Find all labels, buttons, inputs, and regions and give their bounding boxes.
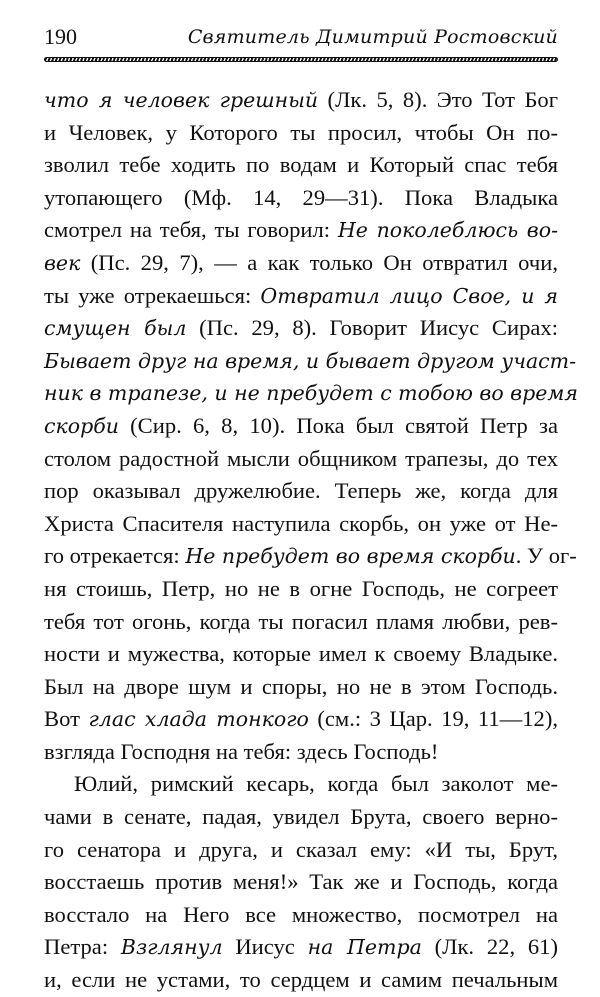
text-segment: ности и мужества, которые имел к своему Владыке. [44, 641, 558, 667]
text-segment: го отрекается: [44, 543, 186, 569]
italic-quote: глас хлада тонкого [88, 707, 309, 732]
text-line [44, 736, 558, 769]
italic-quote: век [44, 250, 81, 275]
text-line [44, 280, 558, 313]
text-segment: ты уже отрекаешься: [44, 282, 261, 308]
text-segment: Иисус [222, 934, 308, 960]
text-line [44, 443, 558, 476]
text-line [44, 214, 558, 247]
text-segment: . У ог- [515, 543, 577, 569]
text-line [44, 866, 558, 899]
text-line [44, 703, 558, 736]
text-segment: столом радостной мысли общником трапезы, до тех [44, 445, 558, 471]
text-line [44, 247, 558, 280]
text-line [44, 964, 558, 997]
text-segment: зволил тебе ходить по водам и Который спас тебя [44, 152, 558, 178]
italic-quote: что я человек грешный [44, 88, 319, 112]
italic-quote: Не поколеблюсь во- [337, 218, 559, 243]
text-segment: утопающего (Мф. 14, 29—31). Пока Владыка [44, 184, 558, 210]
page-header [44, 24, 558, 50]
text-line [44, 899, 558, 932]
text-line [44, 84, 558, 117]
text-segment: Петра: [44, 934, 121, 960]
text-segment: Вот [44, 706, 89, 732]
decorative-rope-rule [44, 57, 558, 62]
italic-quote: Взглянул [120, 935, 223, 960]
text-segment: восстало на Него все множество, посмотрел на [44, 901, 558, 927]
running-title: Святитель Димитрий Ростовский [187, 26, 558, 48]
text-segment: ня стоишь, Петр, но не в огне Господь, не согреет [44, 575, 558, 601]
text-line [44, 540, 577, 573]
text-line [44, 508, 558, 541]
text-line [44, 410, 558, 443]
text-segment: (Лк. 5, 8). Это Тот Бог [318, 87, 558, 112]
italic-quote: ник в трапезе, и не пребудет с тобою во время [44, 381, 578, 406]
page-number: 190 [44, 24, 77, 49]
text-line [44, 475, 558, 508]
text-segment: тебя тот огонь, когда ты погасил пламя любви, рев- [44, 608, 558, 634]
text-segment: (Пс. 29, 8). Говорит Иисус Сирах: [186, 315, 558, 341]
text-segment: го сенатора и друга, и сказал ему: «И ты, Брут, [44, 836, 558, 862]
text-line [44, 377, 578, 410]
text-line [44, 606, 558, 639]
text-line [44, 182, 558, 215]
text-segment: (Сир. 6, 8, 10). Пока был святой Петр за [118, 412, 558, 438]
text-segment: чами в сенате, падая, увидел Брута, своего верно- [44, 804, 558, 830]
text-segment: восстаешь против меня!» Так же и Господь, когда [44, 869, 558, 895]
text-line [44, 834, 558, 867]
text-segment: Был на дворе шум и споры, но не в этом Господь. [44, 673, 558, 699]
text-segment: пор оказывал дружелюбие. Теперь же, когда для [44, 478, 558, 504]
text-segment: и, если не устами, то сердцем и самим печальным [44, 967, 558, 993]
text-line [44, 671, 558, 704]
text-segment: (Лк. 22, 61) [421, 934, 559, 960]
body-text [44, 84, 578, 997]
italic-quote: смущен был [44, 316, 187, 341]
text-line [44, 149, 558, 182]
text-segment: (см.: 3 Цар. 19, 11—12), [308, 706, 558, 732]
text-segment: (Пс. 29, 7), — а как только Он отвратил очи, [80, 249, 558, 275]
text-segment: Христа Спасителя наступила скорбь, он уже от Не- [44, 510, 558, 536]
italic-quote: на Петра [307, 935, 422, 960]
text-line [44, 768, 558, 801]
text-line [44, 573, 558, 606]
text-line [44, 801, 558, 834]
text-line [44, 312, 558, 345]
text-segment: смотрел на тебя, ты говорил: [44, 217, 338, 243]
text-segment: взгляда Господня на тебя: здесь Господь! [44, 738, 439, 764]
italic-quote: скорби [44, 413, 119, 438]
text-line [44, 638, 558, 671]
text-line [44, 931, 558, 964]
text-segment: Юлий, римский кесарь, когда был заколот ме- [74, 771, 558, 797]
italic-quote: Бывает друг на время, и бывает другом участ- [44, 348, 577, 373]
text-segment: и Человек, у Которого ты просил, чтобы Он по- [44, 119, 558, 145]
italic-quote: Отвратил лицо Свое, и я [260, 283, 558, 308]
text-line [44, 345, 577, 378]
italic-quote: Не пребудет во время скорби [185, 544, 516, 569]
text-line [44, 117, 558, 150]
